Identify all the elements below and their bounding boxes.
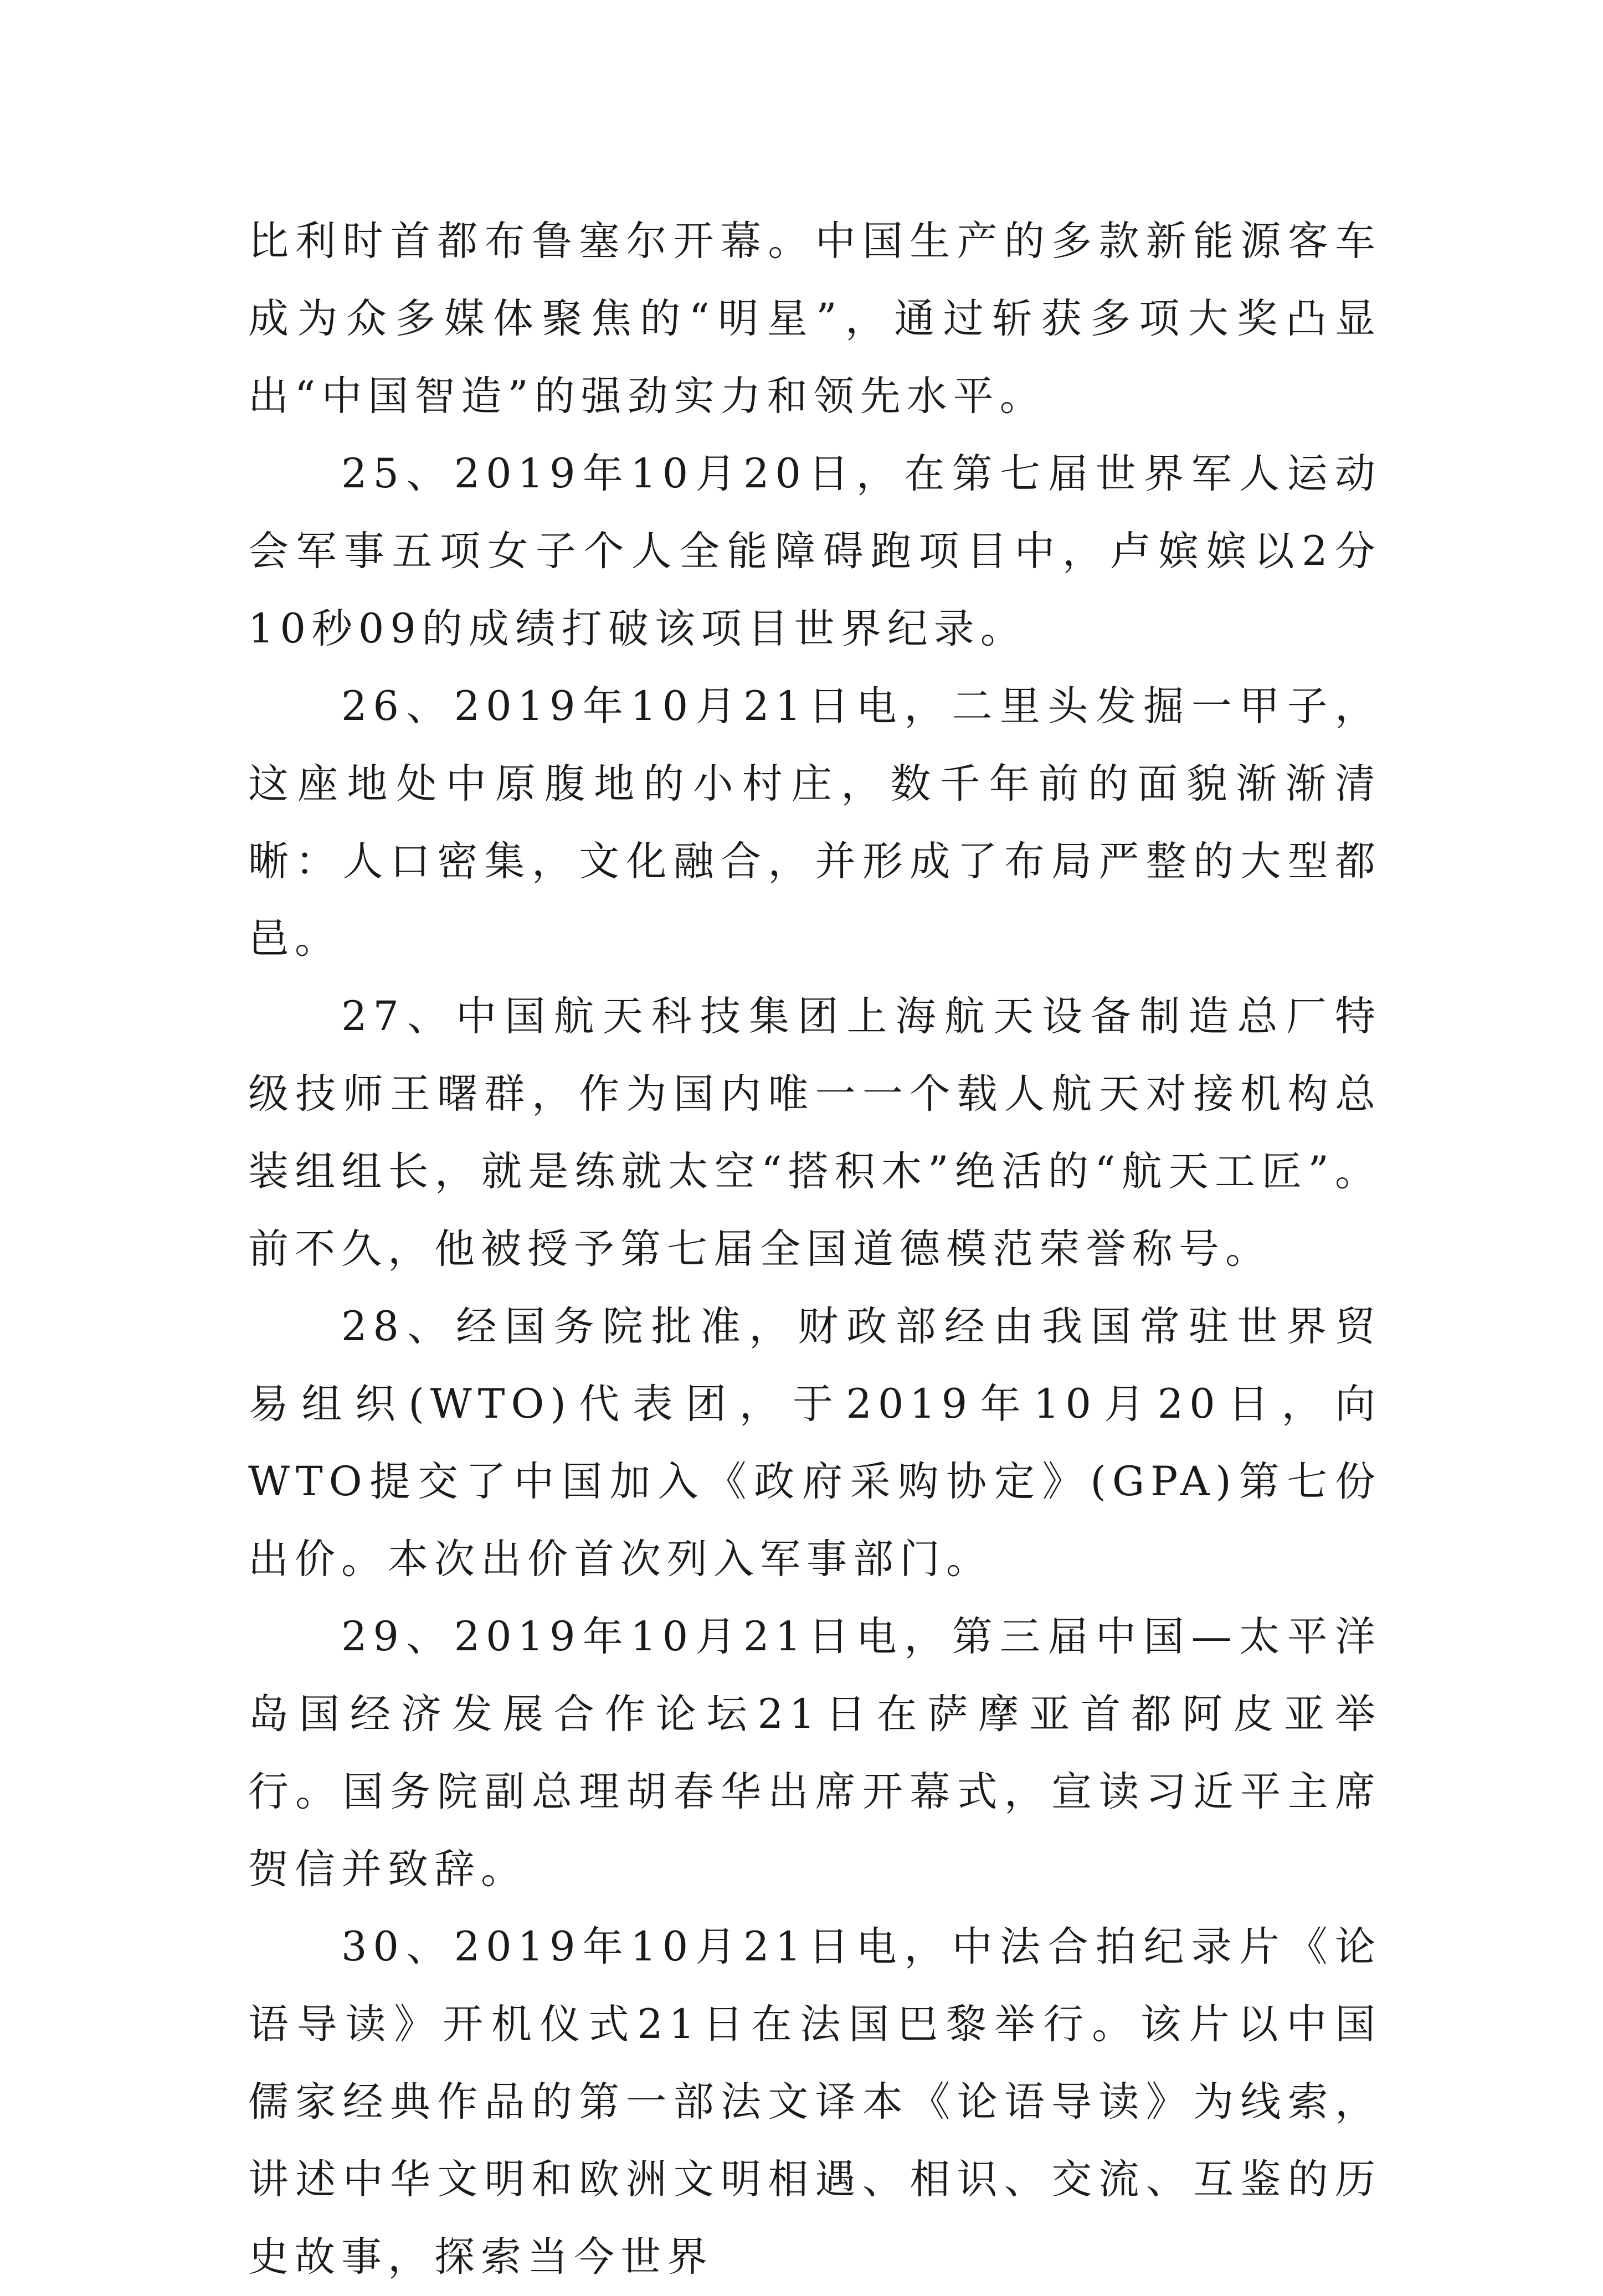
document-body — [248, 203, 1381, 2296]
paragraph-item-29: 29、2019年10月21日电，第三届中国—太平洋岛国经济发展合作论坛21日在萨摩亚首都阿皮亚举行。国务院副总理胡春华出席开幕式，宣读习近平主席贺信并致辞。 — [248, 1613, 1381, 1893]
paragraph-item-28: 28、经国务院批准，财政部经由我国常驻世界贸易组织(WTO)代表团，于2019年10月20日，向WTO提交了中国加入《政府采购协定》(GPA)第七份出价。本次出价首次列入军事部门。 — [248, 1303, 1381, 1583]
paragraph-continuation: 比利时首都布鲁塞尔开幕。中国生产的多款新能源客车成为众多媒体聚焦的“明星”，通过斩获多项大奖凸显出“中国智造”的强劲实力和领先水平。 — [248, 218, 1381, 420]
paragraph-item-30: 30、2019年10月21日电，中法合拍纪录片《论语导读》开机仪式21日在法国巴黎举行。该片以中国儒家经典作品的第一部法文译本《论语导读》为线索，讲述中华文明和欧洲文明相遇、相识、交流、互鉴的历史故事，探索当今世界 — [248, 1923, 1381, 2280]
paragraph-item-27: 27、中国航天科技集团上海航天设备制造总厂特级技师王曙群，作为国内唯一一个载人航天对接机构总装组组长，就是练就太空“搭积木”绝活的“航天工匠”。前不久，他被授予第七届全国道德模范荣誉称号。 — [248, 993, 1381, 1273]
paragraph-item-25: 25、2019年10月20日，在第七届世界军人运动会军事五项女子个人全能障碍跑项目中，卢嫔嫔以2分10秒09的成绩打破该项目世界纪录。 — [248, 450, 1381, 652]
paragraph-item-26: 26、2019年10月21日电，二里头发掘一甲子，这座地处中原腹地的小村庄，数千年前的面貌渐渐清晰：人口密集，文化融合，并形成了布局严整的大型都邑。 — [248, 683, 1381, 962]
